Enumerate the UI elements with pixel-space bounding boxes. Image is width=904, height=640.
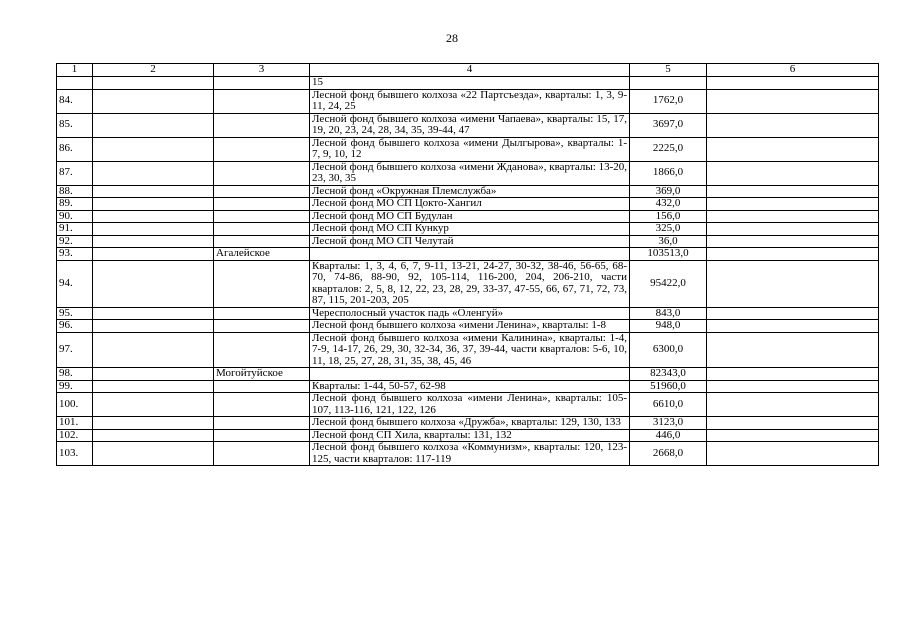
description-cell: Лесной фонд «Окружная Племслужба» <box>310 185 630 198</box>
area-cell: 156,0 <box>630 210 707 223</box>
description-cell: Лесной фонд МО СП Будулан <box>310 210 630 223</box>
area-cell: 2668,0 <box>630 442 707 466</box>
table-row <box>57 368 879 381</box>
locality-cell <box>214 198 310 211</box>
empty-cell <box>93 185 214 198</box>
description-cell: Кварталы: 1-44, 50-57, 62-98 <box>310 380 630 393</box>
empty-cell <box>707 198 879 211</box>
empty-cell <box>707 307 879 320</box>
table-row <box>57 380 879 393</box>
area-cell: 51960,0 <box>630 380 707 393</box>
forest-fund-table <box>56 63 879 466</box>
description-cell: Лесной фонд бывшего колхоза «22 Партсъезда», кварталы: 1, 3, 9-11, 24, 25 <box>310 89 630 113</box>
row-number-cell: 91. <box>57 223 93 236</box>
empty-cell <box>93 368 214 381</box>
empty-cell <box>707 368 879 381</box>
empty-cell <box>93 332 214 368</box>
row-number-cell: 96. <box>57 320 93 333</box>
page-number: 28 <box>446 31 458 45</box>
empty-cell <box>707 429 879 442</box>
empty-cell <box>93 417 214 430</box>
row-number-cell: 88. <box>57 185 93 198</box>
row-number-cell: 98. <box>57 368 93 381</box>
column-header: 2 <box>93 64 214 77</box>
table-row <box>57 137 879 161</box>
row-number-cell: 99. <box>57 380 93 393</box>
area-cell: 843,0 <box>630 307 707 320</box>
column-header: 4 <box>310 64 630 77</box>
column-header: 6 <box>707 64 879 77</box>
area-cell: 3697,0 <box>630 113 707 137</box>
locality-cell <box>214 307 310 320</box>
description-cell <box>310 368 630 381</box>
area-cell: 948,0 <box>630 320 707 333</box>
table-row <box>57 248 879 261</box>
empty-cell <box>93 235 214 248</box>
area-cell: 82343,0 <box>630 368 707 381</box>
empty-cell <box>707 89 879 113</box>
row-number-cell: 85. <box>57 113 93 137</box>
locality-cell <box>214 235 310 248</box>
description-cell: Лесной фонд бывшего колхоза «Коммунизм», кварталы: 120, 123-125, части кварталов: 117-119 <box>310 442 630 466</box>
area-cell: 95422,0 <box>630 260 707 307</box>
locality-cell <box>214 429 310 442</box>
row-number-cell: 97. <box>57 332 93 368</box>
empty-cell <box>707 185 879 198</box>
table-row <box>57 210 879 223</box>
table-row <box>57 417 879 430</box>
table-row <box>57 307 879 320</box>
locality-cell <box>214 442 310 466</box>
table-row <box>57 320 879 333</box>
description-cell: Лесной фонд бывшего колхоза «имени Чапаева», кварталы: 15, 17, 19, 20, 23, 24, 28, 34, 35, 39-44, 47 <box>310 113 630 137</box>
empty-cell <box>93 260 214 307</box>
empty-cell <box>93 77 214 90</box>
row-number-cell: 93. <box>57 248 93 261</box>
description-cell: Лесной фонд бывшего колхоза «имени Калинина», кварталы: 1-4, 7-9, 14-17, 26, 29, 30, 32-34, 36, 37, 39-44, части кварталов: 5-6, 10, 11, 18, 25, 27, 28, 31, 35, 38, 45, 46 <box>310 332 630 368</box>
table-row <box>57 89 879 113</box>
empty-cell <box>707 137 879 161</box>
empty-cell <box>707 248 879 261</box>
area-cell: 6300,0 <box>630 332 707 368</box>
locality-cell <box>214 223 310 236</box>
empty-cell <box>707 161 879 185</box>
table-row <box>57 393 879 417</box>
empty-cell <box>93 307 214 320</box>
table-row <box>57 185 879 198</box>
column-header: 3 <box>214 64 310 77</box>
locality-cell <box>214 137 310 161</box>
table-row <box>57 113 879 137</box>
empty-cell <box>707 320 879 333</box>
area-cell: 446,0 <box>630 429 707 442</box>
empty-cell <box>93 223 214 236</box>
empty-cell <box>93 429 214 442</box>
area-cell: 1866,0 <box>630 161 707 185</box>
locality-cell <box>214 77 310 90</box>
table-row <box>57 260 879 307</box>
locality-cell: Агалейское <box>214 248 310 261</box>
table-row <box>57 442 879 466</box>
empty-cell <box>707 223 879 236</box>
description-cell <box>310 248 630 261</box>
area-cell: 325,0 <box>630 223 707 236</box>
row-number-cell: 84. <box>57 89 93 113</box>
empty-cell <box>93 113 214 137</box>
area-cell: 1762,0 <box>630 89 707 113</box>
locality-cell <box>214 417 310 430</box>
area-cell: 6610,0 <box>630 393 707 417</box>
empty-cell <box>93 248 214 261</box>
row-number-cell: 87. <box>57 161 93 185</box>
row-number-cell: 94. <box>57 260 93 307</box>
empty-cell <box>93 393 214 417</box>
description-cell: 15 <box>310 77 630 90</box>
empty-cell <box>93 89 214 113</box>
empty-cell <box>93 137 214 161</box>
description-cell: Лесной фонд МО СП Кункур <box>310 223 630 236</box>
empty-cell <box>707 417 879 430</box>
row-number-cell: 102. <box>57 429 93 442</box>
locality-cell <box>214 320 310 333</box>
area-cell: 3123,0 <box>630 417 707 430</box>
row-number-cell: 103. <box>57 442 93 466</box>
area-cell: 432,0 <box>630 198 707 211</box>
description-cell: Лесной фонд бывшего колхоза «имени Жданова», кварталы: 13-20, 23, 30, 35 <box>310 161 630 185</box>
locality-cell <box>214 210 310 223</box>
locality-cell <box>214 260 310 307</box>
area-cell <box>630 77 707 90</box>
empty-cell <box>707 77 879 90</box>
row-number-cell: 89. <box>57 198 93 211</box>
description-cell: Лесной фонд бывшего колхоза «имени Ленина», кварталы: 1-8 <box>310 320 630 333</box>
row-number-cell: 101. <box>57 417 93 430</box>
locality-cell <box>214 332 310 368</box>
description-cell: Лесной фонд бывшего колхоза «имени Ленина», кварталы: 105-107, 113-116, 121, 122, 126 <box>310 393 630 417</box>
locality-cell <box>214 380 310 393</box>
locality-cell <box>214 89 310 113</box>
table-row <box>57 429 879 442</box>
column-header: 5 <box>630 64 707 77</box>
empty-cell <box>93 198 214 211</box>
row-number-cell: 86. <box>57 137 93 161</box>
table-row <box>57 223 879 236</box>
description-cell: Лесной фонд бывшего колхоза «Дружба», кварталы: 129, 130, 133 <box>310 417 630 430</box>
table-row <box>57 77 879 90</box>
row-number-cell <box>57 77 93 90</box>
locality-cell: Могойтуйское <box>214 368 310 381</box>
description-cell: Лесной фонд МО СП Цокто-Хангил <box>310 198 630 211</box>
area-cell: 2225,0 <box>630 137 707 161</box>
row-number-cell: 95. <box>57 307 93 320</box>
empty-cell <box>707 380 879 393</box>
locality-cell <box>214 185 310 198</box>
table-row <box>57 161 879 185</box>
table-header-row <box>57 64 879 77</box>
empty-cell <box>93 320 214 333</box>
description-cell: Кварталы: 1, 3, 4, 6, 7, 9-11, 13-21, 24-27, 30-32, 38-46, 56-65, 68-70, 74-86, 88-90, 92, 105-114, 116-200, 204, 206-210, части кварталов: 2, 5, 8, 12, 22, 23, 28, 29, 33-37, 47-55, 66, 67, 71, 72, 73, 87, 115, 201-203, 205 <box>310 260 630 307</box>
table-row <box>57 198 879 211</box>
row-number-cell: 100. <box>57 393 93 417</box>
empty-cell <box>707 210 879 223</box>
empty-cell <box>93 442 214 466</box>
empty-cell <box>707 235 879 248</box>
empty-cell <box>93 380 214 393</box>
locality-cell <box>214 393 310 417</box>
description-cell: Лесной фонд МО СП Челутай <box>310 235 630 248</box>
table-row <box>57 332 879 368</box>
empty-cell <box>707 332 879 368</box>
locality-cell <box>214 161 310 185</box>
empty-cell <box>707 260 879 307</box>
row-number-cell: 90. <box>57 210 93 223</box>
area-cell: 103513,0 <box>630 248 707 261</box>
area-cell: 369,0 <box>630 185 707 198</box>
empty-cell <box>707 113 879 137</box>
description-cell: Лесной фонд бывшего колхоза «имени Дылгырова», кварталы: 1-7, 9, 10, 12 <box>310 137 630 161</box>
column-header: 1 <box>57 64 93 77</box>
empty-cell <box>707 393 879 417</box>
locality-cell <box>214 113 310 137</box>
row-number-cell: 92. <box>57 235 93 248</box>
description-cell: Лесной фонд СП Хила, кварталы: 131, 132 <box>310 429 630 442</box>
description-cell: Чересполосный участок падь «Оленгуй» <box>310 307 630 320</box>
empty-cell <box>707 442 879 466</box>
table-row <box>57 235 879 248</box>
empty-cell <box>93 161 214 185</box>
empty-cell <box>93 210 214 223</box>
area-cell: 36,0 <box>630 235 707 248</box>
